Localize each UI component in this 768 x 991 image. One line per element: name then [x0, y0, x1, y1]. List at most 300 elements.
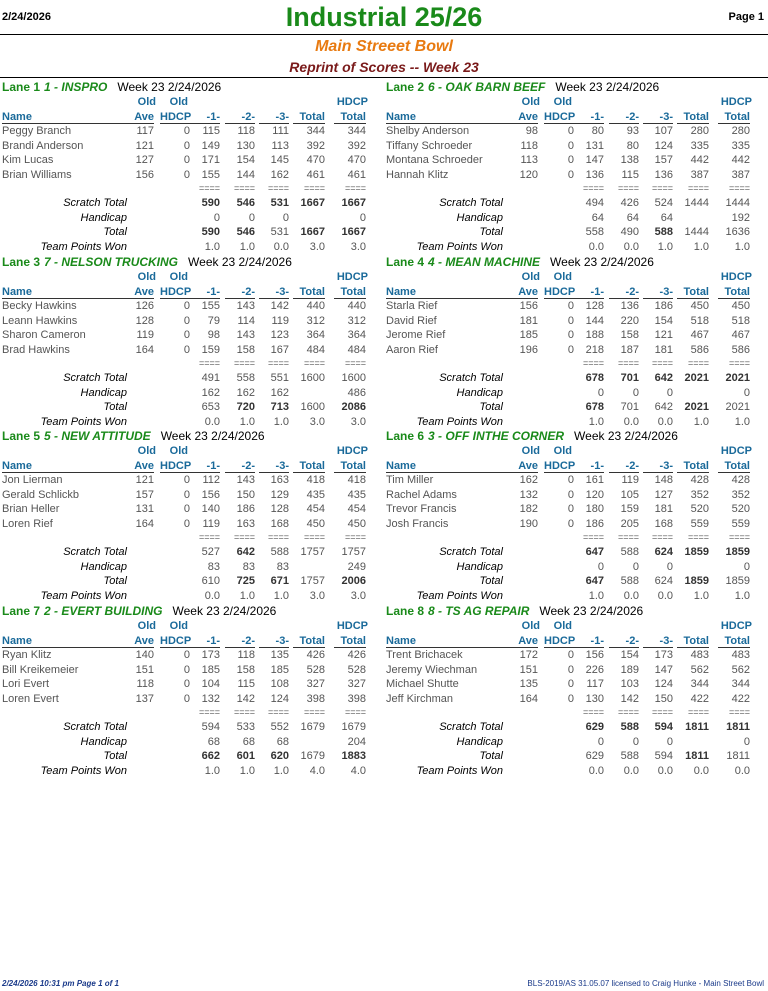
- separator-marks: ====: [728, 532, 750, 542]
- separator-marks: ====: [267, 707, 289, 717]
- col-header-game: -2-: [225, 635, 255, 648]
- player-handicap: 0: [183, 125, 190, 137]
- grand-total-value: 1883: [341, 750, 366, 762]
- handicap-row-value: 68: [276, 735, 289, 748]
- separator-marks: ====: [303, 358, 325, 368]
- player-game-score: 138: [620, 154, 639, 166]
- handicap-row-value: 0: [666, 560, 673, 573]
- player-handicap-total: 450: [347, 517, 366, 530]
- grand-total-value: 713: [270, 401, 289, 413]
- lane-number: Lane 6: [386, 429, 425, 443]
- player-game-score: 186: [585, 517, 604, 530]
- bowling-center-name: Main Streeet Bowl: [315, 38, 453, 55]
- grand-total-value: 678: [585, 401, 604, 413]
- team-name: 8 - TS AG REPAIR: [428, 604, 530, 618]
- scratch-total-label: Scratch Total: [63, 372, 127, 384]
- team-name: 7 - NELSON TRUCKING: [44, 255, 179, 269]
- col-header-game: -1-: [574, 460, 604, 473]
- player-handicap-total: 344: [731, 678, 750, 690]
- team-points-won-value: 0.0: [623, 240, 639, 253]
- player-handicap: 0: [183, 692, 190, 705]
- separator-marks: ====: [617, 183, 639, 193]
- handicap-row-value: 162: [201, 386, 220, 399]
- player-series-total: 352: [690, 488, 709, 501]
- scratch-total-value: 494: [585, 197, 604, 209]
- col-header-hdcp: HDCP: [720, 445, 752, 457]
- separator-marks: ====: [303, 183, 325, 193]
- player-name: Jeremy Wiechman: [386, 663, 478, 676]
- player-handicap-total: 312: [347, 314, 366, 327]
- team-points-won-value: 1.0: [734, 415, 750, 428]
- team-points-won-value: 1.0: [693, 589, 709, 602]
- player-handicap-total: 426: [347, 649, 366, 661]
- player-average: 126: [135, 300, 154, 312]
- player-handicap-total: 392: [347, 139, 366, 152]
- handicap-row-value: 64: [591, 211, 604, 224]
- team-points-won-value: 1.0: [239, 589, 255, 602]
- player-game-score: 163: [270, 474, 289, 486]
- handicap-row-label: Handicap: [80, 211, 127, 224]
- player-game-score: 80: [626, 139, 639, 152]
- player-game-score: 112: [202, 474, 220, 486]
- scratch-total-value: 558: [236, 372, 255, 384]
- team-points-won-label: Team Points Won: [40, 589, 127, 602]
- player-game-score: 142: [270, 300, 289, 312]
- handicap-row-label: Handicap: [456, 735, 503, 748]
- handicap-row-value: 0: [359, 211, 366, 224]
- player-series-total: 520: [690, 503, 709, 515]
- separator-marks: ====: [728, 358, 750, 368]
- grand-total-label: Total: [479, 750, 503, 762]
- team-points-won-value: 3.0: [309, 415, 325, 428]
- grand-total-value: 601: [236, 750, 255, 762]
- player-game-score: 124: [654, 139, 673, 152]
- separator-marks: ====: [651, 707, 673, 717]
- lane-block: [384, 429, 766, 603]
- player-game-score: 189: [620, 663, 639, 676]
- player-handicap-total: 454: [347, 503, 366, 515]
- player-game-score: 115: [621, 168, 639, 181]
- scratch-total-value: 1444: [725, 197, 750, 209]
- scratch-total-label: Scratch Total: [439, 721, 503, 733]
- scratch-total-value: 624: [654, 546, 673, 558]
- player-name: Josh Francis: [386, 517, 449, 530]
- separator-marks: ====: [651, 532, 673, 542]
- team-points-won-label: Team Points Won: [416, 764, 503, 777]
- separator-marks: ====: [687, 358, 709, 368]
- scratch-total-value: 678: [585, 372, 604, 384]
- player-game-score: 132: [201, 692, 220, 705]
- player-game-score: 154: [654, 314, 673, 327]
- player-handicap: 0: [183, 678, 190, 690]
- lane-header: [386, 429, 678, 443]
- scratch-total-value: 2021: [684, 372, 709, 384]
- separator-marks: ====: [582, 707, 604, 717]
- col-header-game: -2-: [609, 286, 639, 299]
- subtitle-divider: [0, 77, 768, 78]
- col-header-hdcp-total: Total: [334, 286, 366, 299]
- grand-total-value: 647: [585, 575, 604, 587]
- col-header-hdcp-total: Total: [334, 460, 366, 473]
- player-series-total: 312: [306, 314, 325, 327]
- col-header-total: Total: [293, 286, 325, 299]
- scratch-total-value: 1600: [300, 372, 325, 384]
- lane-number: Lane 5: [2, 429, 41, 443]
- handicap-row-value: 0: [282, 211, 289, 224]
- player-handicap-total: 327: [347, 678, 366, 690]
- lane-number: Lane 3: [2, 255, 41, 269]
- handicap-row-value: 0: [632, 735, 639, 748]
- scratch-total-value: 426: [620, 197, 639, 209]
- handicap-row-value: 486: [347, 386, 366, 399]
- player-handicap: 0: [567, 692, 574, 705]
- player-series-total: 440: [306, 300, 325, 312]
- grand-total-value: 701: [620, 401, 639, 413]
- col-header-ave: Ave: [124, 286, 154, 299]
- player-game-score: 154: [236, 154, 255, 166]
- player-handicap-total: 586: [731, 343, 750, 356]
- player-handicap-total: 422: [731, 692, 750, 705]
- handicap-row-value: 83: [276, 560, 289, 573]
- grand-total-value: 490: [620, 226, 639, 238]
- grand-total-value: 720: [236, 401, 255, 413]
- player-average: 137: [135, 692, 154, 705]
- player-game-score: 205: [620, 517, 639, 530]
- player-name: Peggy Branch: [2, 125, 72, 137]
- player-game-score: 80: [591, 125, 604, 137]
- scratch-total-value: 701: [620, 372, 639, 384]
- player-series-total: 562: [690, 663, 709, 676]
- col-header-old: Old: [553, 445, 572, 457]
- col-header-ave: Ave: [124, 635, 154, 648]
- separator-marks: ====: [233, 532, 255, 542]
- player-series-total: 470: [306, 154, 325, 166]
- col-header-hdcp: HDCP: [720, 620, 752, 632]
- col-header-old: Old: [137, 445, 156, 457]
- handicap-row-label: Handicap: [80, 560, 127, 573]
- grand-total-value: 1679: [300, 750, 325, 762]
- player-handicap: 0: [183, 139, 190, 152]
- player-name: Tim Miller: [386, 474, 434, 486]
- player-series-total: 461: [306, 168, 325, 181]
- player-name: Leann Hawkins: [2, 314, 78, 327]
- team-points-won-value: 1.0: [734, 589, 750, 602]
- player-series-total: 335: [690, 139, 709, 152]
- player-game-score: 155: [201, 300, 220, 312]
- player-handicap-total: 520: [731, 503, 750, 515]
- player-handicap: 0: [183, 154, 190, 166]
- col-header-old: Old: [521, 271, 540, 283]
- col-header-hdcp: HDCP: [336, 96, 368, 108]
- separator-marks: ====: [344, 183, 366, 193]
- player-handicap-total: 418: [347, 474, 366, 486]
- grand-total-value: 1600: [300, 401, 325, 413]
- grand-total-value: 610: [201, 575, 220, 587]
- player-name: Brandi Anderson: [2, 139, 84, 152]
- col-header-game: -2-: [225, 111, 255, 124]
- player-game-score: 145: [270, 154, 289, 166]
- player-game-score: 186: [654, 300, 673, 312]
- scratch-total-value: 594: [654, 721, 673, 733]
- col-header-game: -1-: [190, 635, 220, 648]
- player-name: Aaron Rief: [386, 343, 438, 356]
- team-points-won-value: 1.0: [588, 415, 604, 428]
- week-date: Week 23 2/24/2026: [160, 429, 265, 443]
- grand-total-value: 588: [620, 750, 639, 762]
- player-game-score: 143: [236, 329, 255, 341]
- scratch-total-value: 491: [201, 372, 220, 384]
- lane-number: Lane 8: [386, 604, 425, 618]
- player-series-total: 528: [306, 663, 325, 676]
- separator-marks: ====: [303, 707, 325, 717]
- grand-total-value: 531: [270, 226, 289, 238]
- player-game-score: 136: [585, 168, 604, 181]
- player-game-score: 218: [585, 343, 604, 356]
- player-average: 117: [136, 125, 154, 137]
- team-points-won-value: 1.0: [693, 415, 709, 428]
- col-header-total: Total: [677, 111, 709, 124]
- team-points-won-label: Team Points Won: [40, 764, 127, 777]
- player-game-score: 143: [236, 300, 255, 312]
- scratch-total-label: Scratch Total: [439, 197, 503, 209]
- player-average: 164: [519, 692, 538, 705]
- player-handicap-total: 440: [347, 300, 366, 312]
- player-name: Kim Lucas: [2, 154, 54, 166]
- handicap-row-value: 0: [597, 735, 604, 748]
- scratch-total-value: 1679: [341, 721, 366, 733]
- lane-block: [384, 80, 766, 254]
- player-game-score: 186: [236, 503, 255, 515]
- player-game-score: 167: [270, 343, 289, 356]
- scratch-total-value: 642: [236, 546, 255, 558]
- separator-marks: ====: [582, 183, 604, 193]
- team-points-won-value: 1.0: [588, 589, 604, 602]
- player-game-score: 226: [585, 663, 604, 676]
- separator-marks: ====: [198, 532, 220, 542]
- grand-total-value: 2006: [341, 575, 366, 587]
- player-game-score: 163: [236, 517, 255, 530]
- separator-marks: ====: [303, 532, 325, 542]
- player-average: 181: [519, 314, 538, 327]
- separator-marks: ====: [687, 183, 709, 193]
- col-header-old: Old: [521, 445, 540, 457]
- week-date: Week 23 2/24/2026: [188, 255, 292, 269]
- player-series-total: 518: [690, 314, 709, 327]
- team-points-won-value: 1.0: [239, 240, 255, 253]
- player-handicap: 0: [183, 343, 190, 356]
- player-game-score: 129: [270, 488, 289, 501]
- player-game-score: 144: [236, 168, 255, 181]
- scratch-total-label: Scratch Total: [63, 197, 127, 209]
- lane-number: Lane 7: [2, 604, 41, 618]
- team-points-won-value: 3.0: [309, 589, 325, 602]
- team-points-won-value: 3.0: [309, 240, 325, 253]
- grand-total-value: 725: [236, 575, 255, 587]
- player-handicap-total: 467: [731, 329, 750, 341]
- grand-total-value: 2021: [725, 401, 750, 413]
- col-header-game: -2-: [225, 460, 255, 473]
- player-handicap-total: 559: [731, 517, 750, 530]
- handicap-row-value: 68: [242, 735, 255, 748]
- col-header-ave: Ave: [508, 635, 538, 648]
- player-game-score: 117: [586, 678, 604, 690]
- player-handicap: 0: [183, 649, 190, 661]
- handicap-row-label: Handicap: [80, 386, 127, 399]
- col-header-total: Total: [293, 460, 325, 473]
- player-game-score: 136: [620, 300, 639, 312]
- player-handicap-total: 562: [731, 663, 750, 676]
- lane-block: [0, 255, 382, 429]
- col-header-name: Name: [2, 286, 150, 299]
- player-average: 131: [135, 503, 154, 515]
- team-points-won-value: 1.0: [204, 764, 220, 777]
- separator-marks: ====: [233, 183, 255, 193]
- col-header-old: Old: [169, 445, 188, 457]
- col-header-old: Old: [521, 620, 540, 632]
- col-header-game: -1-: [574, 286, 604, 299]
- player-game-score: 185: [270, 663, 289, 676]
- player-game-score: 158: [236, 663, 255, 676]
- player-handicap: 0: [567, 154, 574, 166]
- handicap-row-value: 192: [731, 211, 750, 224]
- team-name: 1 - INSPRO: [44, 80, 108, 94]
- lane-header: [2, 80, 221, 94]
- player-game-score: 168: [654, 517, 673, 530]
- player-name: Michael Shutte: [386, 678, 459, 690]
- handicap-row-value: 0: [666, 735, 673, 748]
- col-header-name: Name: [386, 111, 534, 124]
- separator-marks: ====: [267, 183, 289, 193]
- lane-block: [384, 255, 766, 429]
- grand-total-value: 624: [654, 575, 673, 587]
- player-game-score: 148: [654, 474, 673, 486]
- handicap-row-value: 0: [743, 735, 750, 748]
- player-handicap: 0: [567, 329, 574, 341]
- player-average: 140: [135, 649, 154, 661]
- separator-marks: ====: [344, 358, 366, 368]
- player-average: 164: [135, 517, 154, 530]
- col-header-hdcp: HDCP: [544, 459, 576, 472]
- report-title: Industrial 25/26: [285, 2, 483, 32]
- lane-header: [2, 604, 276, 618]
- team-points-won-value: 0.0: [588, 240, 604, 253]
- lane-header: [2, 255, 292, 269]
- player-game-score: 113: [271, 139, 289, 152]
- scratch-total-value: 1757: [300, 546, 325, 558]
- col-header-old: Old: [553, 620, 572, 632]
- player-game-score: 128: [585, 300, 604, 312]
- player-name: Hannah Klitz: [386, 168, 449, 181]
- col-header-game: -3-: [643, 286, 673, 299]
- col-header-total: Total: [677, 286, 709, 299]
- separator-marks: ====: [233, 707, 255, 717]
- player-name: Loren Evert: [2, 692, 59, 705]
- separator-marks: ====: [687, 707, 709, 717]
- team-points-won-value: 0.0: [204, 589, 220, 602]
- col-header-game: -2-: [609, 635, 639, 648]
- team-points-won-value: 1.0: [693, 240, 709, 253]
- separator-marks: ====: [651, 358, 673, 368]
- scratch-total-value: 533: [236, 721, 255, 733]
- player-game-score: 149: [201, 139, 220, 152]
- col-header-old: Old: [169, 620, 188, 632]
- col-header-game: -3-: [259, 111, 289, 124]
- scratch-total-value: 647: [585, 546, 604, 558]
- player-handicap: 0: [567, 488, 574, 501]
- player-game-score: 130: [236, 139, 255, 152]
- handicap-row-label: Handicap: [456, 560, 503, 573]
- handicap-row-value: 0: [597, 560, 604, 573]
- player-game-score: 161: [585, 474, 604, 486]
- player-game-score: 124: [654, 678, 673, 690]
- player-game-score: 131: [585, 139, 604, 152]
- separator-marks: ====: [651, 183, 673, 193]
- player-game-score: 158: [620, 329, 639, 341]
- player-handicap-total: 280: [731, 125, 750, 137]
- scratch-total-value: 1859: [684, 546, 709, 558]
- lane-header: [2, 429, 265, 443]
- scratch-total-value: 2021: [725, 372, 750, 384]
- team-points-won-value: 0.0: [623, 589, 639, 602]
- player-game-score: 147: [654, 663, 673, 676]
- lane-number: Lane 2: [386, 80, 425, 94]
- team-name: 3 - OFF INTHE CORNER: [428, 429, 565, 443]
- col-header-name: Name: [386, 286, 534, 299]
- separator-marks: ====: [582, 532, 604, 542]
- player-average: 151: [135, 663, 154, 676]
- player-handicap-total: 484: [347, 343, 366, 356]
- player-name: Loren Rief: [2, 517, 53, 530]
- grand-total-value: 590: [201, 226, 220, 238]
- lane-block: [384, 604, 766, 778]
- handicap-row-label: Handicap: [456, 211, 503, 224]
- player-game-score: 120: [585, 488, 604, 501]
- player-game-score: 173: [654, 649, 673, 661]
- player-series-total: 398: [306, 692, 325, 705]
- player-average: 164: [135, 343, 154, 356]
- player-series-total: 454: [306, 503, 325, 515]
- scratch-total-value: 524: [654, 197, 673, 209]
- player-handicap: 0: [183, 300, 190, 312]
- week-date: Week 23 2/24/2026: [574, 429, 678, 443]
- player-game-score: 98: [207, 329, 220, 341]
- player-handicap: 0: [183, 488, 190, 501]
- team-name: 2 - EVERT BUILDING: [44, 604, 163, 618]
- grand-total-value: 1859: [684, 575, 709, 587]
- player-name: Gerald Schlickb: [2, 488, 80, 501]
- player-average: 151: [519, 663, 538, 676]
- week-date: Week 23 2/24/2026: [117, 80, 222, 94]
- col-header-ave: Ave: [508, 460, 538, 473]
- footer-license: BLS-2019/AS 31.05.07 licensed to Craig Hunke - Main Street Bowl: [527, 979, 764, 988]
- scratch-total-value: 594: [201, 721, 220, 733]
- team-points-won-value: 0.0: [588, 764, 604, 777]
- team-points-won-label: Team Points Won: [40, 415, 127, 428]
- col-header-hdcp: HDCP: [160, 285, 192, 298]
- col-header-game: -3-: [643, 460, 673, 473]
- col-header-hdcp-total: Total: [718, 286, 750, 299]
- player-average: 196: [519, 343, 538, 356]
- col-header-ave: Ave: [508, 111, 538, 124]
- player-average: 128: [135, 314, 154, 327]
- lane-number: Lane 1: [2, 80, 41, 94]
- team-points-won-label: Team Points Won: [416, 415, 503, 428]
- grand-total-label: Total: [479, 575, 503, 587]
- team-points-won-label: Team Points Won: [416, 240, 503, 253]
- team-points-won-value: 0.0: [657, 415, 673, 428]
- player-game-score: 119: [271, 314, 289, 327]
- player-game-score: 187: [620, 343, 639, 356]
